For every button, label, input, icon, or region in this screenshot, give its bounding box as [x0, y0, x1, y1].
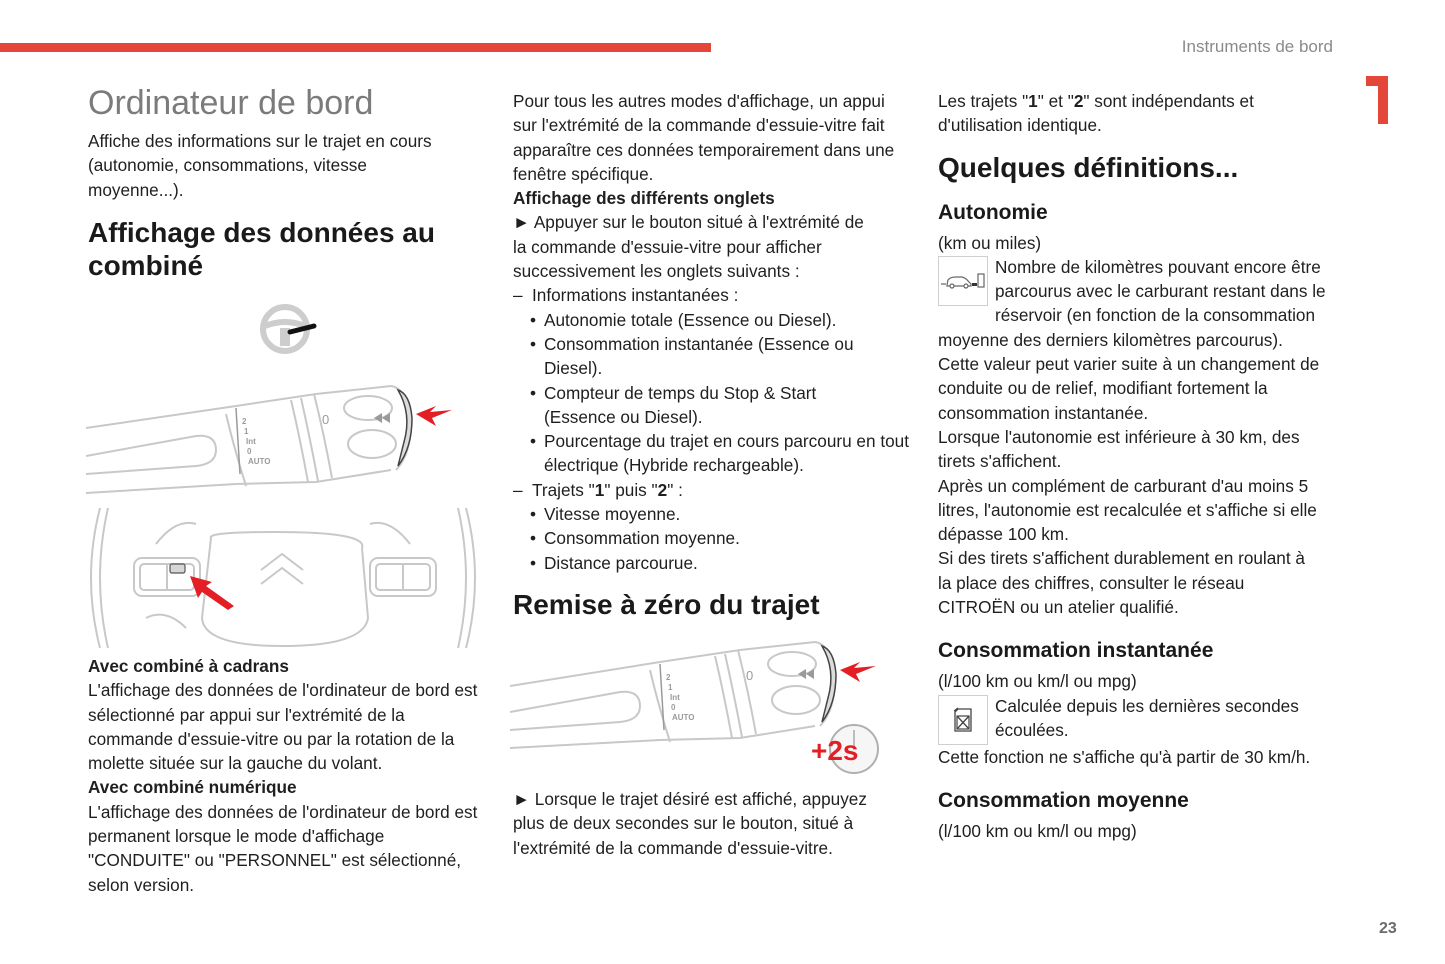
stalk-label-int: Int: [246, 437, 256, 446]
autonomie-definition: [938, 255, 1338, 352]
svg-text:2: 2: [666, 673, 671, 682]
list-item: • Vitesse moyenne.: [513, 502, 913, 526]
reset-instruction: ► Lorsque le trajet désiré est affiché, appuyez plus de deux secondes sur le bouton, situé à l'extrémité de la commande d'essuie-vitre.: [513, 789, 867, 858]
other-modes-text: Pour tous les autres modes d'affichage, un appui sur l'extrémité de la commande d'essuie-vitre fait apparaître ces données temporairement dans une fenêtre spécifique.: [513, 91, 895, 184]
intro-text: Affiche des informations sur le trajet en cours (autonomie, consommations, vitesse moyenne...).: [88, 131, 432, 200]
stalk-label-auto: AUTO: [248, 457, 271, 466]
list-item: • Distance parcourue.: [513, 551, 913, 575]
stalk-label-0: 0: [247, 447, 252, 456]
tabs-heading: Affichage des différents onglets: [513, 188, 775, 209]
tabs-instruction: ► Appuyer sur le bouton situé à l'extrémité de la commande d'essuie-vitre pour afficher successivement les onglets suivants :: [513, 212, 864, 282]
cadrans-text: L'affichage des données de l'ordinateur de bord est sélectionné par appui sur l'extrémité de la commande d'essuie-vitre ou par la rotation de la molette située sur la gauche du volant.: [88, 680, 478, 774]
column-right: [938, 89, 1338, 843]
wiper-stalk-reset-illustration: [510, 636, 890, 778]
column-left-bottom: [88, 654, 488, 897]
autonomie-unit: (km ou miles): [938, 232, 1042, 253]
numerique-text: L'affichage des données de l'ordinateur de bord est permanent lorsque le mode d'affichage "CONDUITE" ou "PERSONNEL" est sélectionné, selon version.: [88, 801, 478, 895]
svg-text:0: 0: [746, 668, 754, 683]
list-item: • Pourcentage du trajet en cours parcouru en tout électrique (Hybride rechargeable).: [513, 429, 913, 478]
autonomie-text-5: Si des tirets s'affichent durablement en roulant à la place des chiffres, consulter le réseau CITROËN ou un atelier qualifié.: [938, 548, 1305, 618]
group-instant-label: – Informations instantanées :: [513, 283, 913, 307]
steering-wheel-controls-illustration: [86, 508, 482, 648]
autonomie-text-4: Après un complément de carburant d'au moins 5 litres, l'autonomie est recalculée et s'affiche si elle dépasse 100 km.: [938, 475, 1317, 545]
chapter-number: [1362, 72, 1396, 128]
numerique-heading: Avec combiné numérique: [88, 777, 297, 798]
trips-label-suffix: " :: [667, 479, 683, 500]
list-item: • Consommation moyenne.: [513, 526, 913, 550]
reset-trip-heading: Remise à zéro du trajet: [513, 588, 820, 620]
conso-instant-heading: Consommation instantanée: [938, 639, 1214, 663]
trip-number-1: 1: [1028, 91, 1038, 111]
autonomie-text-3: Lorsque l'autonomie est inférieure à 30 km, des tirets s'affichent.: [938, 426, 1300, 472]
list-item: • Autonomie totale (Essence ou Diesel).: [513, 308, 913, 332]
svg-text:0: 0: [671, 703, 676, 712]
conso-moyenne-unit: (l/100 km ou km/l ou mpg): [938, 820, 1137, 841]
svg-text:1: 1: [668, 683, 673, 692]
autonomie-text-1: Nombre de kilomètres pouvant encore être parcourus avec le carburant restant dans le réservoir (en fonction de la consommation moyenne des derniers kilomètres parcourus).: [938, 256, 1326, 350]
stalk-label-1: 1: [244, 427, 249, 436]
conso-instant-text-2: Cette fonction ne s'affiche qu'à partir de 30 km/h.: [938, 746, 1311, 767]
steering-wheel-icon: [258, 302, 320, 356]
hold-2s-badge: +2s: [811, 735, 859, 766]
trips-label-prefix: Trajets ": [532, 479, 595, 500]
trip-number-2: 2: [1073, 91, 1084, 111]
autonomie-heading: Autonomie: [938, 200, 1048, 224]
trips-text-prefix: Les trajets ": [938, 91, 1029, 111]
column-middle: [513, 89, 913, 621]
conso-moyenne-heading: Consommation moyenne: [938, 788, 1189, 812]
stalk-label-2: 2: [242, 417, 247, 426]
trips-text-suffix: " sont indépendants et d'utilisation identique.: [938, 91, 1254, 136]
trips-independent-text: [938, 89, 1298, 138]
conso-instant-text-1: Calculée depuis les dernières secondes écoulées.: [995, 695, 1299, 740]
cadrans-heading: Avec combiné à cadrans: [88, 656, 289, 676]
trip-number-2: 2: [657, 479, 668, 500]
list-item: • Consommation instantanée (Essence ou Diesel).: [513, 332, 883, 381]
page-number: 23: [1379, 920, 1397, 937]
trip-number-1: 1: [594, 479, 605, 500]
svg-text:Int: Int: [670, 693, 680, 702]
list-item: • Compteur de temps du Stop & Start (Essence ou Diesel).: [513, 381, 853, 430]
column-middle-bottom: [513, 787, 913, 860]
range-car-fuel-pump-icon: [938, 256, 988, 306]
section-heading-display: Affichage des données au combiné: [88, 216, 435, 281]
group-trips-label: [513, 478, 913, 502]
accent-bar: [0, 43, 711, 52]
svg-text:AUTO: AUTO: [672, 713, 695, 722]
section-title: Instruments de bord: [1181, 37, 1333, 56]
column-left: [88, 84, 488, 282]
jerrycan-icon: [938, 695, 988, 745]
wiper-stalk-illustration: [86, 378, 466, 498]
trips-label-mid: " puis ": [604, 479, 658, 500]
autonomie-text-2: Cette valeur peut varier suite à un changement de conduite ou de relief, modifiant fortement la consommation instantanée.: [938, 354, 1320, 423]
svg-text:0: 0: [322, 412, 330, 427]
definitions-heading: Quelques définitions...: [938, 151, 1239, 183]
page-title: Ordinateur de bord: [88, 84, 374, 122]
trips-text-mid: " et ": [1037, 91, 1074, 111]
conso-instant-unit: (l/100 km ou km/l ou mpg): [938, 671, 1137, 692]
conso-instant-definition: [938, 694, 1338, 743]
